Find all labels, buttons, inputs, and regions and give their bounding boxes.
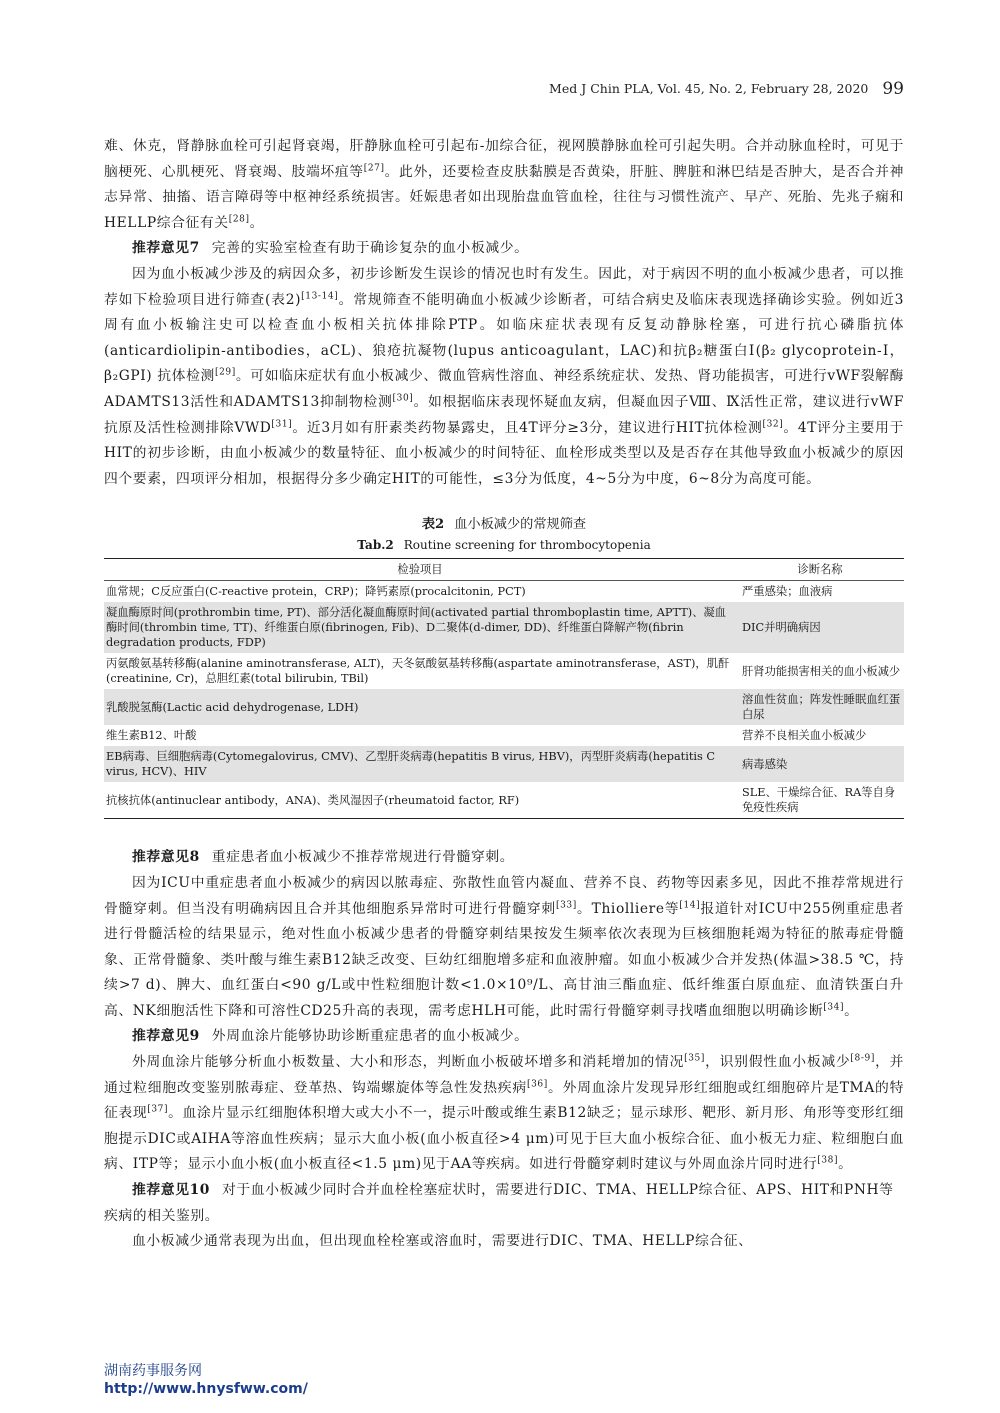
table-cell-diagnosis: 营养不良相关血小板减少: [742, 729, 867, 743]
citation[interactable]: [32]: [762, 418, 784, 429]
table-row: [104, 782, 904, 819]
citation[interactable]: [36]: [526, 1079, 548, 1090]
citation[interactable]: [31]: [271, 418, 293, 429]
table-caption-en: Tab.2 Routine screening for thrombocytopenia: [357, 538, 651, 553]
table-cell-diagnosis: SLE、干燥综合征、RA等自身免疫性疾病: [742, 786, 896, 815]
site-name: 湖南药事服务网: [104, 1363, 202, 1379]
table-row: [104, 653, 904, 689]
paragraph-lab-tests: 因为血小板减少涉及的病因众多，初步诊断发生误诊的情况也时有发生。因此，对于病因不明的血小板减少患者，可以推荐如下检验项目进行筛查(表2)[13-14]。常规筛查不能明确血小板减少诊断者，可结合病史及临床表现选择确诊实验。例如近3周有血小板输注史可以检查血小板相关抗体排除PTP。如临床症状表现有反复动静脉栓塞，可进行抗心磷脂抗体(anticardiolipin-antibodies，aCL)、狼疮抗凝物(lupus anticoagulant，LAC)和抗β₂糖蛋白Ⅰ(β₂ glycoprotein-Ⅰ，β₂GPI) 抗体检测[29]。可如临床症状有血小板减少、微血管病性溶血、神经系统症状、发热、肾功能损害，可进行vWF裂解酶ADAMTS13活性和ADAMTS13抑制物检测[30]。如根据临床表现怀疑血友病，但凝血因子Ⅷ、Ⅸ活性正常，建议进行vWF抗原及活性检测排除VWD[31]。近3月如有肝素类药物暴露史，且4T评分≥3分，建议进行HIT抗体检测[32]。4T评分主要用于HIT的初步诊断，由血小板减少的数量特征、血小板减少的时间特征、血栓形成类型以及是否存在其他导致血小板减少的原因四个要素，四项评分相加，根据得分多少确定HIT的可能性，≤3分为低度，4~5分为中度，6~8分为高度可能。: [104, 265, 905, 487]
citation[interactable]: [38]: [817, 1155, 839, 1166]
table-cell-diagnosis: DIC并明确病因: [736, 602, 904, 653]
table-row: [104, 602, 904, 653]
page-number: 99: [882, 79, 904, 99]
table-header-row: [104, 559, 904, 581]
table-cell-test: 抗核抗体(antinuclear antibody，ANA)、类风湿因子(rheumatoid factor, RF): [106, 793, 520, 807]
recommendation-label: 推荐意见9: [132, 1028, 200, 1045]
table-cell-test: 维生素B12、叶酸: [106, 729, 197, 743]
table-row: [104, 689, 904, 725]
paragraph-bone-marrow: 因为ICU中重症患者血小板减少的病因以脓毒症、弥散性血管内凝血、营养不良、药物等因素多见，因此不推荐常规进行骨髓穿刺。但当没有明确病因且合并其他细胞系异常时可进行骨髓穿刺[33]。Thiolliere等[14]报道针对ICU中255例重症患者进行骨髓活检的结果显示，绝对性血小板减少患者的骨髓穿刺结果按发生频率依次表现为巨核细胞耗竭为特征的脓毒症骨髓象、正常骨髓象、类叶酸与维生素B12缺乏改变、巨幼红细胞增多症和血液肿瘤。如血小板减少合并发热(体温>38.5 ℃，持续>7 d)、脾大、血红蛋白<90 g/L或中性粒细胞计数<1.0×10⁹/L、高甘油三酯血症、低纤维蛋白原血症、血清铁蛋白升高、NK细胞活性下降和可溶性CD25升高的表现，需考虑HLH可能，此时需行骨髓穿刺寻找嗜血细胞以明确诊断[34]。: [104, 874, 904, 1019]
citation[interactable]: [27]: [363, 163, 385, 173]
paragraph-blood-smear: 外周血涂片能够分析血小板数量、大小和形态，判断血小板破坏增多和消耗增加的情况[35]，识别假性血小板减少[8-9]，并通过粒细胞改变鉴别脓毒症、登革热、钩端螺旋体等急性发热疾病[36]。外周血涂片发现异形红细胞或红细胞碎片是TMA的特征表现[37]。血涂片显示红细胞体积增大或大小不一，提示叶酸或维生素B12缺乏；显示球形、靶形、新月形、角形等变形红细胞提示DIC或AIHA等溶血性疾病；显示大血小板(血小板直径>4 μm)可见于巨大血小板综合征、血小板无力症、粒细胞白血病、ITP等；显示小血小板(血小板直径<1.5 μm)见于AA等疾病。如进行骨髓穿刺时建议与外周血涂片同时进行[38]。: [104, 1053, 904, 1173]
recommendation-9: 推荐意见9 外周血涂片能够协助诊断重症患者的血小板减少。: [132, 1028, 529, 1045]
table-cell-diagnosis: 病毒感染: [736, 746, 904, 782]
recommendation-label: 推荐意见8: [132, 849, 200, 866]
citation[interactable]: [37]: [147, 1104, 169, 1115]
header-test-items: 检验项目: [104, 559, 736, 581]
journal-citation: Med J Chin PLA, Vol. 45, No. 2, February 28, 2020: [549, 81, 869, 96]
table-caption-cn: 表2 血小板减少的常规筛查: [421, 517, 587, 533]
citation[interactable]: [33]: [556, 899, 577, 910]
table-row: [104, 746, 904, 782]
paragraph-thrombosis: 难、休克，肾静脉血栓可引起肾衰竭，肝静脉血栓可引起布-加综合征，视网膜静脉血栓可引起失明。合并动脉血栓时，可见于脑梗死、心肌梗死、肾衰竭、肢端坏疽等[27]。此外，还要检查皮肤黏膜是否黄染，肝脏、脾脏和淋巴结是否肿大，是否合并神志异常、抽搐、语言障碍等中枢神经系统损害。妊娠患者如出现胎盘血管血栓，往往与习惯性流产、早产、死胎、先兆子痫和HELLP综合征有关[28]。: [104, 138, 904, 231]
article-body: [104, 134, 904, 1255]
recommendation-label: 推荐意见10: [132, 1182, 210, 1199]
screening-table: [104, 558, 904, 819]
header-diagnosis: 诊断名称: [736, 559, 904, 581]
table-cell-diagnosis: 肝肾功能损害相关的血小板减少: [742, 664, 901, 678]
citation[interactable]: [8-9]: [850, 1053, 875, 1064]
table-cell-diagnosis: 严重感染；血液病: [742, 585, 833, 599]
citation[interactable]: [35]: [684, 1053, 705, 1064]
recommendation-label: 推荐意见7: [132, 240, 200, 257]
table-row: [104, 725, 904, 746]
table-cell-test: 丙氨酸氨基转移酶(alanine aminotransferase, ALT)，天冬氨酸氨基转移酶(aspartate aminotransferase，AST)，肌酐(creatinine, Cr)，总胆红素(total bilirubin, TBil): [106, 657, 730, 686]
citation[interactable]: [30]: [392, 393, 414, 404]
table-cell-test: 乳酸脱氢酶(Lactic acid dehydrogenase, LDH): [104, 689, 736, 725]
recommendation-10: 推荐意见10 对于血小板减少同时合并血栓栓塞症状时，需要进行DIC、TMA、HELLP综合征、APS、HIT和PNH等疾病的相关鉴别。: [104, 1182, 894, 1224]
paragraph-thromboembolism: 血小板减少通常表现为出血，但出现血栓栓塞或溶血时，需要进行DIC、TMA、HELLP综合征、: [132, 1233, 753, 1250]
citation[interactable]: [13-14]: [301, 290, 339, 301]
table-cell-test: EB病毒、巨细胞病毒(Cytomegalovirus, CMV)、乙型肝炎病毒(hepatitis B virus, HBV)，丙型肝炎病毒(hepatitis C virus, HCV)、HIV: [104, 746, 736, 782]
table-cell-diagnosis: 溶血性贫血；阵发性睡眠血红蛋白尿: [736, 689, 904, 725]
citation[interactable]: [34]: [823, 1002, 845, 1013]
recommendation-8: 推荐意见8 重症患者血小板减少不推荐常规进行骨髓穿刺。: [132, 849, 515, 866]
citation[interactable]: [28]: [228, 214, 250, 225]
citation[interactable]: [14]: [679, 899, 701, 910]
running-header: [104, 78, 904, 100]
recommendation-7: 推荐意见7 完善的实验室检查有助于确诊复杂的血小板减少。: [132, 240, 529, 257]
citation[interactable]: [29]: [214, 367, 236, 378]
site-url-link[interactable]: http://www.hnysfww.com/: [104, 1381, 308, 1397]
table-cell-test: 凝血酶原时间(prothrombin time, PT)、部分活化凝血酶原时间(activated partial thromboplastin time, APTT)、凝血酶时间(thrombin time, TT)、纤维蛋白原(fibrinogen, Fib)、D二聚体(d-dimer, DD)、纤维蛋白降解产物(fibrin degradation products, FDP): [104, 602, 736, 653]
table-cell-test: 血常规；C反应蛋白(C-reactive protein，CRP)；降钙素原(procalcitonin, PCT): [106, 585, 526, 599]
watermark-footer: [104, 1362, 308, 1398]
table-row: [104, 581, 904, 603]
